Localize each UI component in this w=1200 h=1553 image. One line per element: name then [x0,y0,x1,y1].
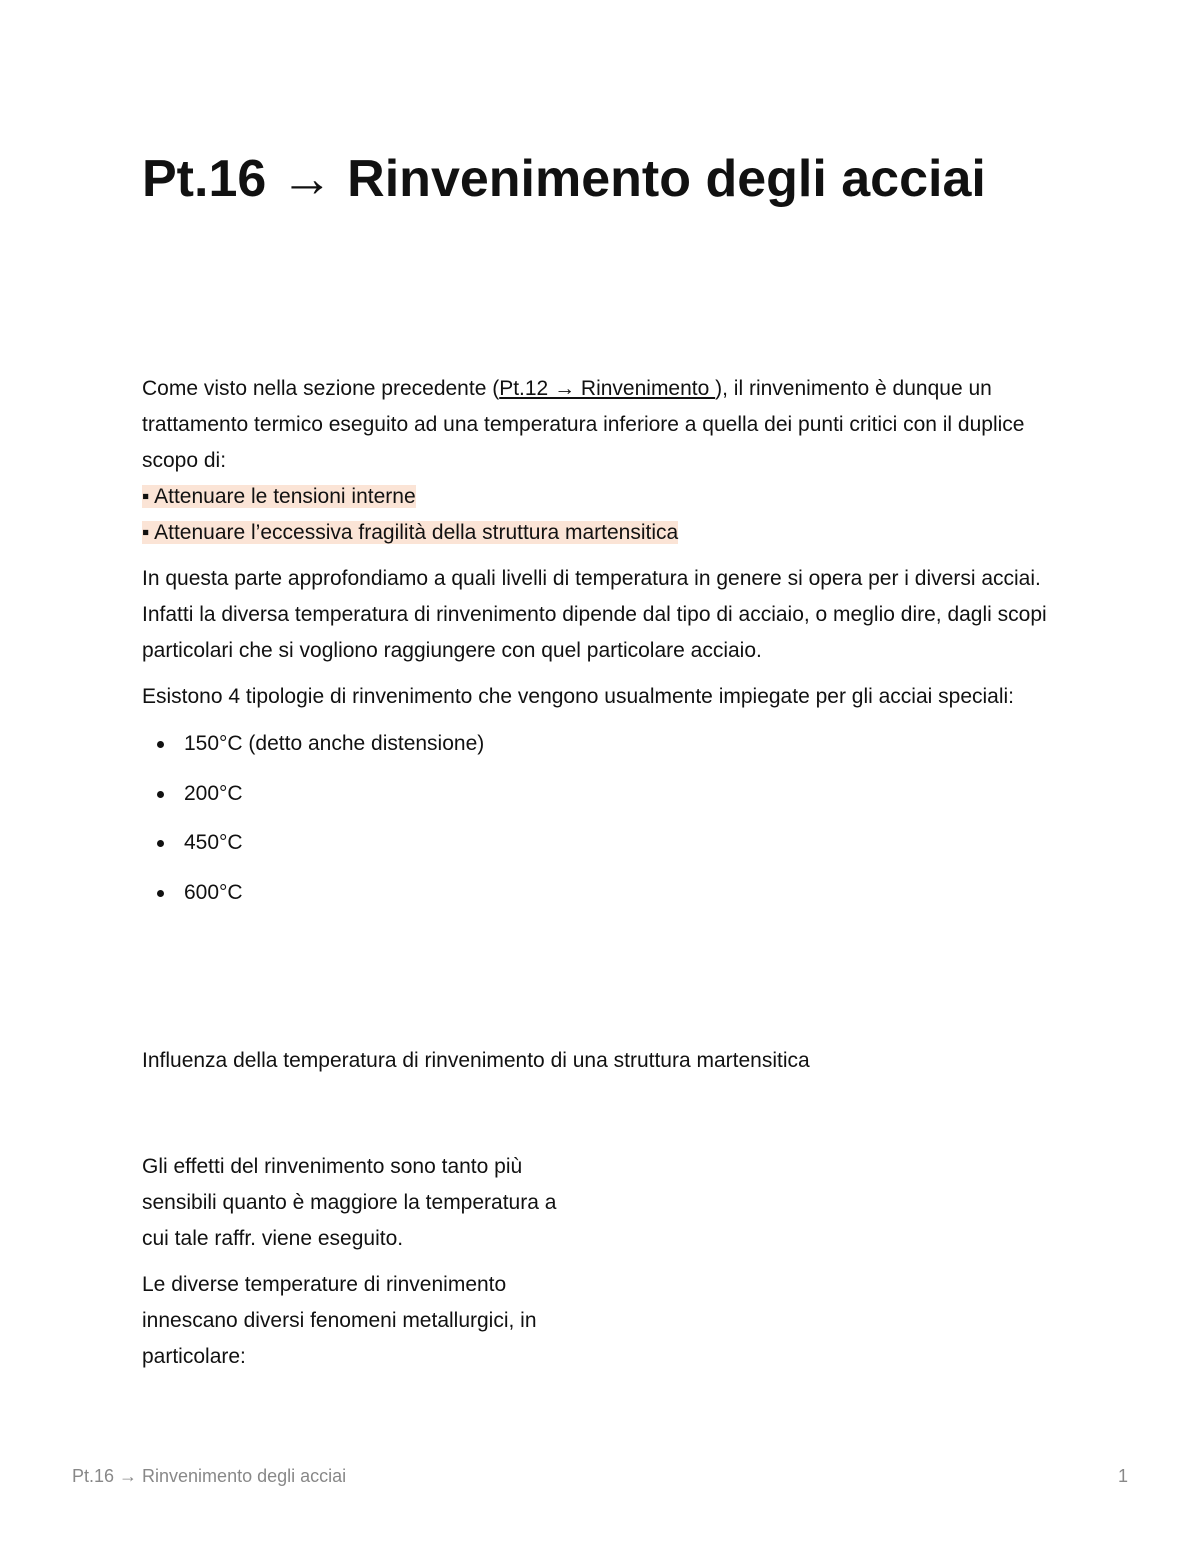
document-body [142,371,1072,925]
footer-title: Pt.16 → Rinvenimento degli acciai [72,1466,347,1486]
effects-paragraph: Gli effetti del rinvenimento sono tanto più sensibili quanto è maggiore la temperatura a cui tale raffr. viene eseguito. [142,1155,557,1250]
paragraph-temperature-levels: In questa parte approfondiamo a quali livelli di temperatura in genere si opera per i diversi acciai. Infatti la diversa temperatura di rinvenimento dipende dal tipo di acciaio, o meglio dire, dagli scopi particolari che si vogliono raggiungere con quel particolare acciaio. [142,567,1047,662]
intro-paragraph [142,371,1072,479]
page-number: 1 [1117,1466,1128,1486]
highlight-text: ▪ Attenuare l’eccessiva fragilità della struttura martensitica [142,521,679,544]
temperature-list [142,727,1072,925]
list-item-text: 450°C [184,831,243,854]
bullet-icon [157,890,164,897]
highlight-text: ▪ Attenuare le tensioni interne [142,485,416,508]
bullet-icon [157,741,164,748]
paragraph-tempering-types: Esistono 4 tipologie di rinvenimento che vengono usualmente impiegate per gli acciai speciali: [142,685,1015,708]
bullet-icon [157,791,164,798]
bullet-icon [157,840,164,847]
narrow-column [142,1149,582,1375]
list-item [142,777,1072,827]
page-title: Pt.16 → Rinvenimento degli acciai [142,150,986,208]
highlight-line-fragility [142,515,1072,551]
list-item-text: 600°C [184,880,243,904]
phenomena-paragraph: Le diverse temperature di rinvenimento innescano diversi fenomeni metallurgici, in particolare: [142,1273,537,1368]
highlight-line-tensions [142,479,1072,515]
list-item-text: 200°C [184,781,243,805]
pt12-link[interactable]: Pt.12 → Rinvenimento [499,377,716,400]
list-item [142,876,1072,926]
list-item [142,727,1072,777]
list-item [142,826,1072,876]
intro-text-after: ), il rinvenimento è dunque un trattamento termico eseguito ad una temperatura inferiore a quella dei punti critici con il duplice scopo di: [142,377,1025,472]
list-item-text: 150°C (detto anche distensione) [184,732,485,755]
section-subheading: Influenza della temperatura di rinvenimento di una struttura martensitica [142,1049,810,1072]
intro-text-before: Come visto nella sezione precedente ( [142,377,500,400]
